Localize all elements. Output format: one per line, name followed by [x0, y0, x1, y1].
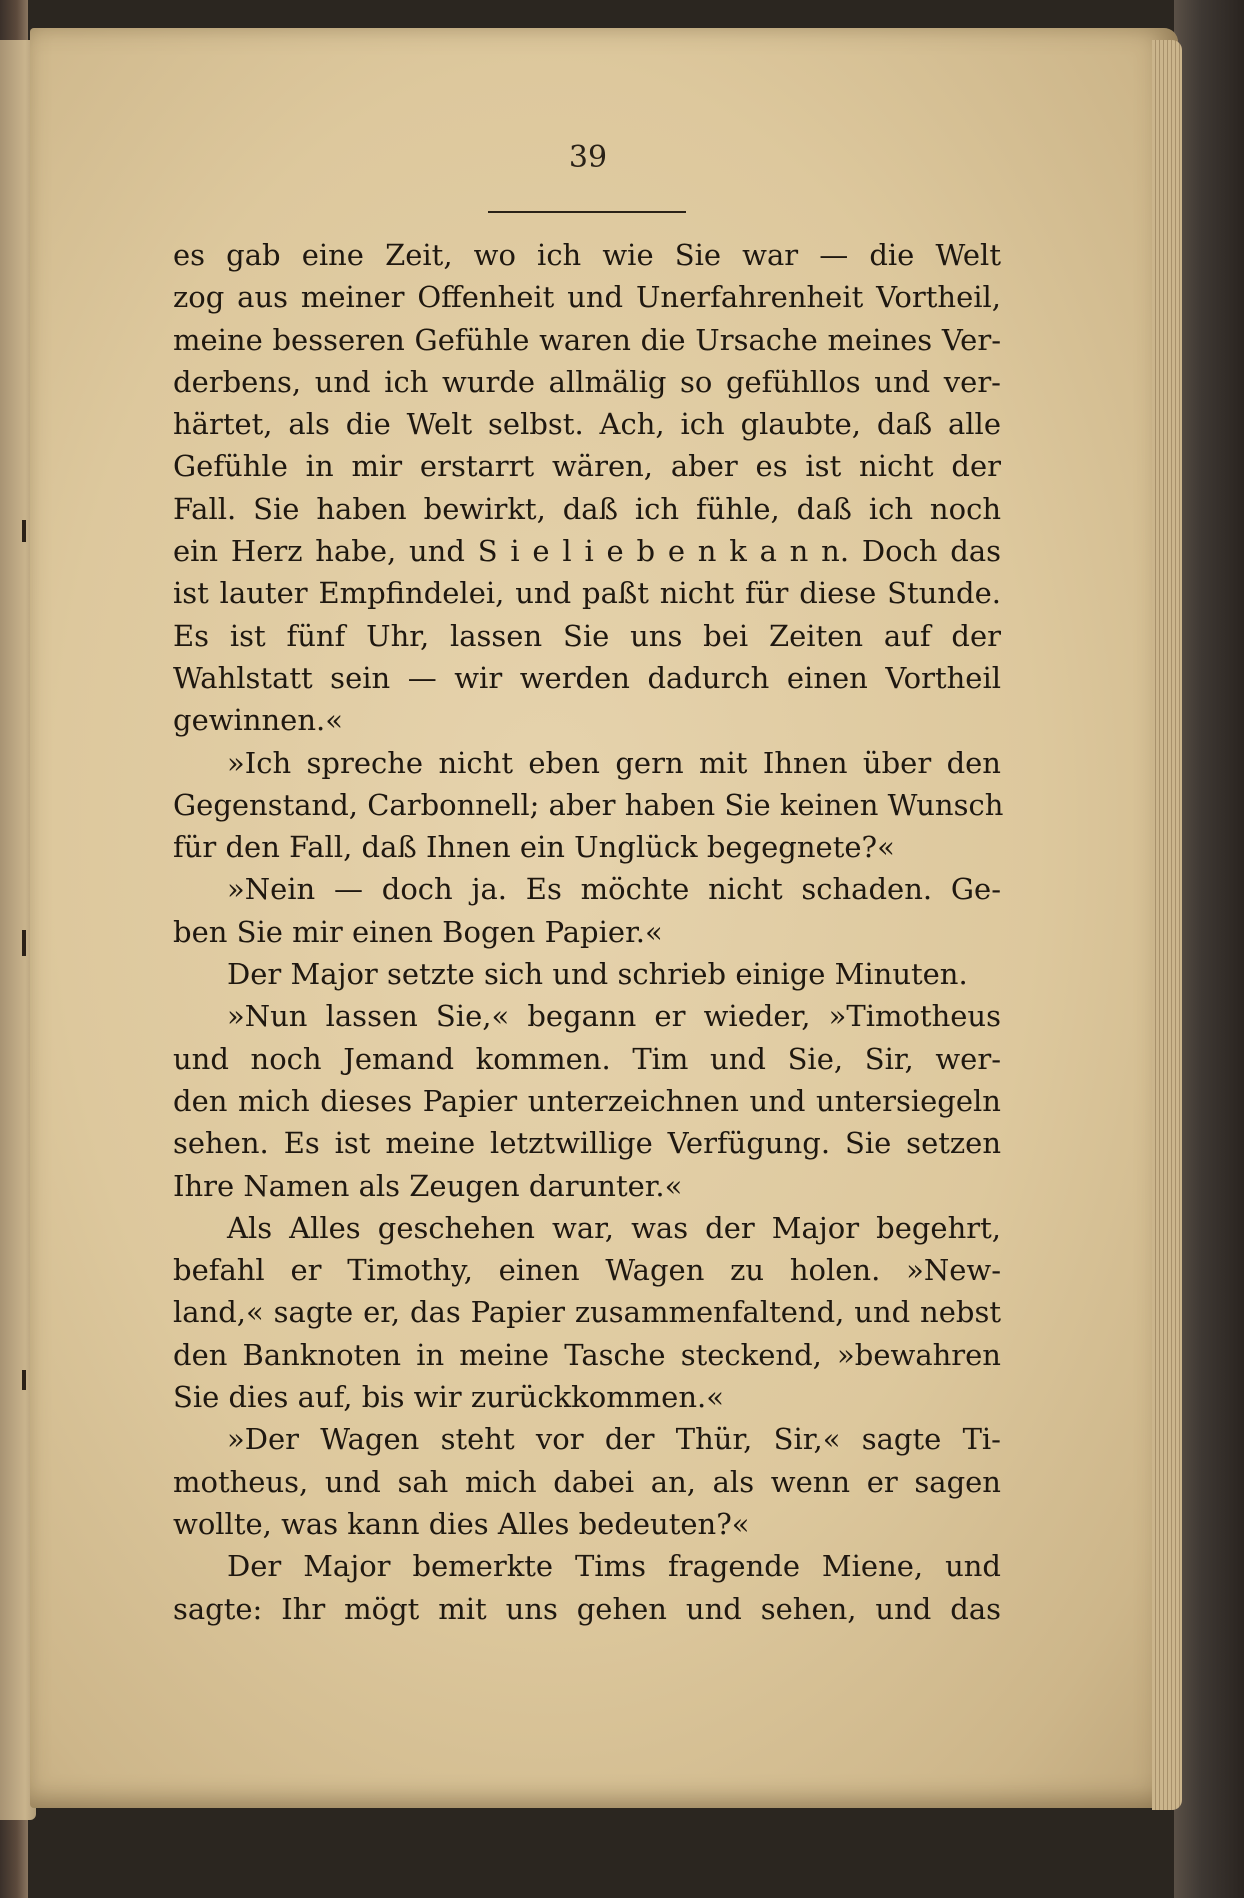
bleed-through-mark	[22, 930, 26, 956]
book-page	[30, 28, 1178, 1808]
text-line: Wahlstatt sein — wir werden dadurch einen Vortheil	[173, 660, 1001, 695]
bleed-through-mark	[22, 1370, 26, 1390]
text-line: meine besseren Gefühle waren die Ursache meines Ver-	[173, 322, 1001, 357]
text-line: für den Fall, daß Ihnen ein Unglück begegnete?«	[173, 830, 895, 865]
book-cover-right	[1174, 0, 1244, 1898]
text-line: sagte: Ihr mögt mit uns gehen und sehen, und das	[173, 1591, 1001, 1626]
text-line: ist lauter Empfindelei, und paßt nicht für diese Stunde.	[173, 576, 1001, 611]
text-line: Als Alles geschehen war, was der Major begehrt,	[227, 1210, 1001, 1245]
text-line: ein Herz habe, und S i e l i e b e n k a n n. Doch das	[173, 534, 1001, 569]
text-line: zog aus meiner Offenheit und Unerfahrenheit Vortheil,	[173, 280, 1001, 315]
page-number: 39	[568, 140, 608, 175]
text-line: sehen. Es ist meine letztwillige Verfügung. Sie setzen	[173, 1126, 1001, 1161]
text-line: land,« sagte er, das Papier zusammenfaltend, und nebst	[173, 1295, 1001, 1330]
text-line: derbens, und ich wurde allmälig so gefühllos und ver-	[173, 364, 1001, 399]
text-line: und noch Jemand kommen. Tim und Sie, Sir, wer-	[173, 1041, 1001, 1076]
text-line: »Der Wagen steht vor der Thür, Sir,« sagte Ti-	[227, 1422, 1001, 1457]
text-line: »Nein — doch ja. Es möchte nicht schaden. Ge-	[227, 872, 1001, 907]
text-line: Der Major bemerkte Tims fragende Miene, und	[227, 1549, 1001, 1584]
text-line: befahl er Timothy, einen Wagen zu holen. »New-	[173, 1253, 1001, 1288]
header-rule	[488, 211, 686, 213]
text-line: Fall. Sie haben bewirkt, daß ich fühle, daß ich noch	[173, 491, 1001, 526]
text-line: ben Sie mir einen Bogen Papier.«	[173, 914, 663, 949]
page-body-text	[173, 234, 1004, 1630]
text-line: Ihre Namen als Zeugen darunter.«	[173, 1168, 683, 1203]
text-line: Sie dies auf, bis wir zurückkommen.«	[173, 1380, 724, 1415]
text-line: Der Major setzte sich und schrieb einige Minuten.	[227, 957, 968, 992]
text-line: härtet, als die Welt selbst. Ach, ich glaubte, daß alle	[173, 407, 1001, 442]
text-line: es gab eine Zeit, wo ich wie Sie war — die Welt	[173, 238, 1001, 272]
text-line: »Nun lassen Sie,« begann er wieder, »Timotheus	[227, 999, 1001, 1034]
text-line: »Ich spreche nicht eben gern mit Ihnen über den	[227, 745, 1001, 780]
text-line: den Banknoten in meine Tasche steckend, »bewahren	[173, 1337, 1001, 1372]
text-line: den mich dieses Papier unterzeichnen und untersiegeln	[173, 1083, 1001, 1118]
text-line: gewinnen.«	[173, 703, 343, 738]
text-line: Gegenstand, Carbonnell; aber haben Sie keinen Wunsch	[173, 787, 1004, 822]
text-line: Es ist fünf Uhr, lassen Sie uns bei Zeiten auf der	[173, 618, 1001, 653]
bleed-through-mark	[22, 520, 26, 542]
text-line: motheus, und sah mich dabei an, als wenn er sagen	[173, 1464, 1001, 1499]
page-stack-edge	[1152, 40, 1182, 1810]
text-line: wollte, was kann dies Alles bedeuten?«	[173, 1506, 750, 1541]
text-line: Gefühle in mir erstarrt wären, aber es ist nicht der	[173, 449, 1001, 484]
